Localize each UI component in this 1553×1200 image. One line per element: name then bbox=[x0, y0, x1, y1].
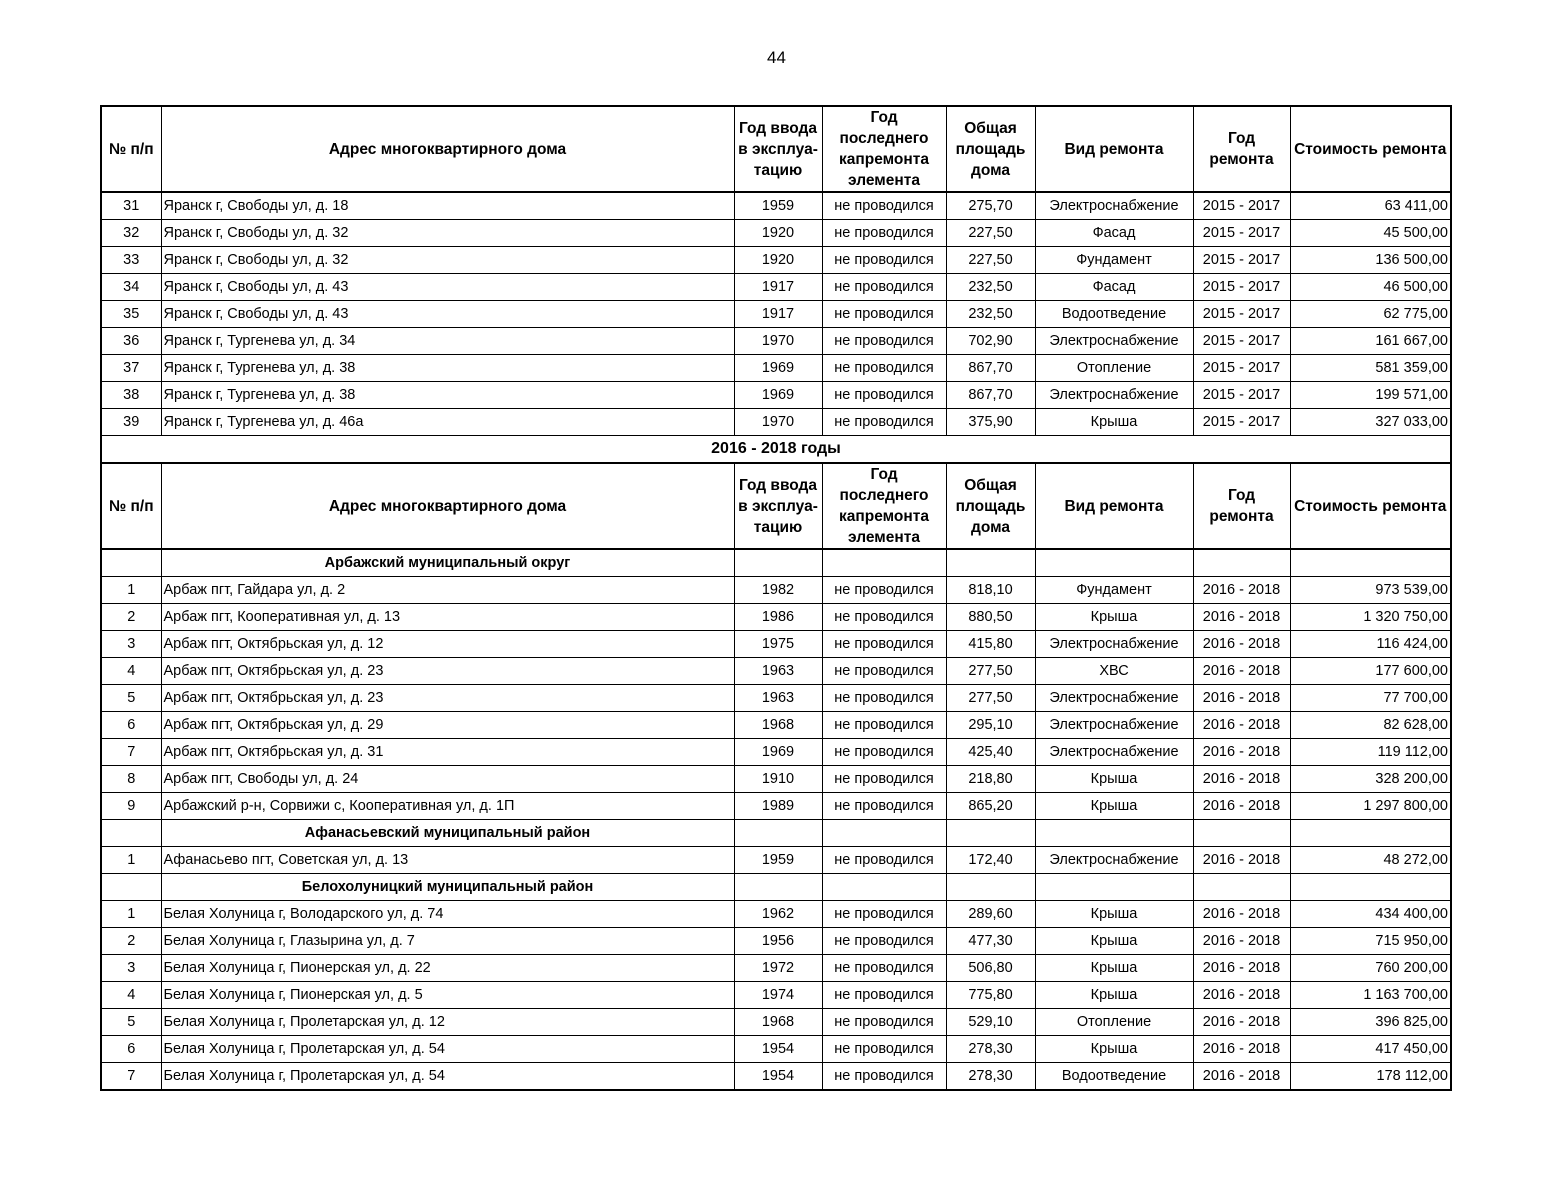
area-cell: 278,30 bbox=[946, 1036, 1035, 1063]
district-row bbox=[101, 549, 1451, 577]
repair-year-cell: 2015 - 2017 bbox=[1193, 355, 1290, 382]
last-repair-cell: не проводился bbox=[822, 1036, 946, 1063]
last-repair-cell: не проводился bbox=[822, 192, 946, 220]
area-cell: 232,50 bbox=[946, 301, 1035, 328]
repair-year-cell: 2016 - 2018 bbox=[1193, 1009, 1290, 1036]
repair-type-cell: Крыша bbox=[1035, 604, 1193, 631]
last-repair-cell: не проводился bbox=[822, 631, 946, 658]
last-repair-cell: не проводился bbox=[822, 1063, 946, 1091]
last-repair-cell: не проводился bbox=[822, 604, 946, 631]
area-cell: 506,80 bbox=[946, 955, 1035, 982]
repair-type-cell: Отопление bbox=[1035, 1009, 1193, 1036]
table-row bbox=[101, 982, 1451, 1009]
last-repair-cell: не проводился bbox=[822, 328, 946, 355]
last-repair-cell: не проводился bbox=[822, 955, 946, 982]
repair-type-cell: Водоотведение bbox=[1035, 301, 1193, 328]
repair-type-cell: Электроснабжение bbox=[1035, 328, 1193, 355]
address-cell: Белая Холуница г, Володарского ул, д. 74 bbox=[161, 901, 734, 928]
empty-cell bbox=[734, 820, 822, 847]
area-cell: 277,50 bbox=[946, 685, 1035, 712]
last-repair-cell: не проводился bbox=[822, 658, 946, 685]
row-number: 1 bbox=[101, 901, 161, 928]
table-row bbox=[101, 928, 1451, 955]
last-repair-cell: не проводился bbox=[822, 409, 946, 436]
row-number: 4 bbox=[101, 982, 161, 1009]
area-cell: 375,90 bbox=[946, 409, 1035, 436]
cost-cell: 199 571,00 bbox=[1290, 382, 1451, 409]
address-cell: Арбаж пгт, Гайдара ул, д. 2 bbox=[161, 577, 734, 604]
repair-type-cell: Крыша bbox=[1035, 928, 1193, 955]
cost-cell: 434 400,00 bbox=[1290, 901, 1451, 928]
repair-year-cell: 2015 - 2017 bbox=[1193, 247, 1290, 274]
table-row bbox=[101, 658, 1451, 685]
area-cell: 702,90 bbox=[946, 328, 1035, 355]
district-row bbox=[101, 820, 1451, 847]
district-row bbox=[101, 874, 1451, 901]
repair-year-cell: 2016 - 2018 bbox=[1193, 955, 1290, 982]
address-cell: Арбаж пгт, Кооперативная ул, д. 13 bbox=[161, 604, 734, 631]
repair-year-cell: 2016 - 2018 bbox=[1193, 1036, 1290, 1063]
last-repair-cell: не проводился bbox=[822, 247, 946, 274]
address-cell: Белая Холуница г, Пионерская ул, д. 22 bbox=[161, 955, 734, 982]
area-cell: 232,50 bbox=[946, 274, 1035, 301]
empty-cell bbox=[1035, 549, 1193, 577]
repair-year-cell: 2016 - 2018 bbox=[1193, 982, 1290, 1009]
repair-type-cell: Отопление bbox=[1035, 355, 1193, 382]
cost-cell: 136 500,00 bbox=[1290, 247, 1451, 274]
last-repair-cell: не проводился bbox=[822, 739, 946, 766]
table-row bbox=[101, 631, 1451, 658]
year-built-cell: 1959 bbox=[734, 192, 822, 220]
repair-type-cell: Электроснабжение bbox=[1035, 631, 1193, 658]
row-number: 31 bbox=[101, 192, 161, 220]
area-cell: 277,50 bbox=[946, 658, 1035, 685]
row-number: 6 bbox=[101, 1036, 161, 1063]
repair-year-cell: 2016 - 2018 bbox=[1193, 847, 1290, 874]
year-built-cell: 1969 bbox=[734, 382, 822, 409]
year-built-cell: 1920 bbox=[734, 220, 822, 247]
table-row bbox=[101, 1063, 1451, 1091]
repair-type-cell: Электроснабжение bbox=[1035, 739, 1193, 766]
cost-cell: 1 320 750,00 bbox=[1290, 604, 1451, 631]
year-built-cell: 1970 bbox=[734, 409, 822, 436]
year-built-cell: 1968 bbox=[734, 712, 822, 739]
empty-cell bbox=[1035, 820, 1193, 847]
year-built-cell: 1963 bbox=[734, 685, 822, 712]
row-number: 37 bbox=[101, 355, 161, 382]
area-cell: 775,80 bbox=[946, 982, 1035, 1009]
area-cell: 415,80 bbox=[946, 631, 1035, 658]
table-row bbox=[101, 712, 1451, 739]
repair-year-cell: 2015 - 2017 bbox=[1193, 382, 1290, 409]
empty-cell bbox=[822, 874, 946, 901]
repair-year-cell: 2016 - 2018 bbox=[1193, 712, 1290, 739]
last-repair-cell: не проводился bbox=[822, 301, 946, 328]
table-body bbox=[101, 106, 1451, 1090]
last-repair-cell: не проводился bbox=[822, 712, 946, 739]
empty-cell bbox=[1193, 874, 1290, 901]
address-cell: Белая Холуница г, Глазырина ул, д. 7 bbox=[161, 928, 734, 955]
col-num-header: № п/п bbox=[101, 463, 161, 549]
col-area-header: Общая площадь дома bbox=[946, 106, 1035, 192]
col-cost-header: Стоимость ремонта bbox=[1290, 463, 1451, 549]
cost-cell: 45 500,00 bbox=[1290, 220, 1451, 247]
repair-type-cell: Фасад bbox=[1035, 220, 1193, 247]
empty-cell bbox=[101, 874, 161, 901]
col-last-repair-header: Год последнего капремонта элемента bbox=[822, 106, 946, 192]
address-cell: Арбаж пгт, Свободы ул, д. 24 bbox=[161, 766, 734, 793]
last-repair-cell: не проводился bbox=[822, 685, 946, 712]
empty-cell bbox=[1035, 874, 1193, 901]
year-built-cell: 1974 bbox=[734, 982, 822, 1009]
year-built-cell: 1969 bbox=[734, 739, 822, 766]
empty-cell bbox=[1193, 820, 1290, 847]
area-cell: 529,10 bbox=[946, 1009, 1035, 1036]
row-number: 7 bbox=[101, 739, 161, 766]
address-cell: Арбаж пгт, Октябрьская ул, д. 12 bbox=[161, 631, 734, 658]
address-cell: Белая Холуница г, Пролетарская ул, д. 54 bbox=[161, 1063, 734, 1091]
row-number: 36 bbox=[101, 328, 161, 355]
col-area-header: Общая площадь дома bbox=[946, 463, 1035, 549]
cost-cell: 46 500,00 bbox=[1290, 274, 1451, 301]
col-repair-type-header: Вид ремонта bbox=[1035, 463, 1193, 549]
cost-cell: 1 163 700,00 bbox=[1290, 982, 1451, 1009]
cost-cell: 63 411,00 bbox=[1290, 192, 1451, 220]
table-row bbox=[101, 955, 1451, 982]
year-built-cell: 1963 bbox=[734, 658, 822, 685]
area-cell: 218,80 bbox=[946, 766, 1035, 793]
address-cell: Яранск г, Тургенева ул, д. 38 bbox=[161, 382, 734, 409]
repair-year-cell: 2016 - 2018 bbox=[1193, 1063, 1290, 1091]
col-num-header: № п/п bbox=[101, 106, 161, 192]
last-repair-cell: не проводился bbox=[822, 382, 946, 409]
address-cell: Арбаж пгт, Октябрьская ул, д. 23 bbox=[161, 658, 734, 685]
row-number: 32 bbox=[101, 220, 161, 247]
empty-cell bbox=[822, 820, 946, 847]
repair-year-cell: 2016 - 2018 bbox=[1193, 577, 1290, 604]
repair-type-cell: ХВС bbox=[1035, 658, 1193, 685]
address-cell: Белая Холуница г, Пролетарская ул, д. 12 bbox=[161, 1009, 734, 1036]
cost-cell: 82 628,00 bbox=[1290, 712, 1451, 739]
repair-type-cell: Электроснабжение bbox=[1035, 685, 1193, 712]
row-number: 1 bbox=[101, 847, 161, 874]
empty-cell bbox=[946, 820, 1035, 847]
district-name: Арбажский муниципальный округ bbox=[161, 549, 734, 577]
address-cell: Яранск г, Тургенева ул, д. 34 bbox=[161, 328, 734, 355]
row-number: 2 bbox=[101, 604, 161, 631]
row-number: 1 bbox=[101, 577, 161, 604]
repair-year-cell: 2015 - 2017 bbox=[1193, 192, 1290, 220]
repair-year-cell: 2015 - 2017 bbox=[1193, 220, 1290, 247]
area-cell: 227,50 bbox=[946, 220, 1035, 247]
last-repair-cell: не проводился bbox=[822, 928, 946, 955]
repair-type-cell: Крыша bbox=[1035, 409, 1193, 436]
table-row bbox=[101, 192, 1451, 220]
repair-type-cell: Электроснабжение bbox=[1035, 712, 1193, 739]
address-cell: Яранск г, Свободы ул, д. 32 bbox=[161, 220, 734, 247]
table-row bbox=[101, 274, 1451, 301]
empty-cell bbox=[734, 549, 822, 577]
table-row bbox=[101, 301, 1451, 328]
year-built-cell: 1962 bbox=[734, 901, 822, 928]
last-repair-cell: не проводился bbox=[822, 901, 946, 928]
area-cell: 227,50 bbox=[946, 247, 1035, 274]
year-built-cell: 1972 bbox=[734, 955, 822, 982]
row-number: 4 bbox=[101, 658, 161, 685]
row-number: 2 bbox=[101, 928, 161, 955]
address-cell: Арбаж пгт, Октябрьская ул, д. 23 bbox=[161, 685, 734, 712]
area-cell: 425,40 bbox=[946, 739, 1035, 766]
repair-year-cell: 2015 - 2017 bbox=[1193, 301, 1290, 328]
cost-cell: 1 297 800,00 bbox=[1290, 793, 1451, 820]
address-cell: Афанасьево пгт, Советская ул, д. 13 bbox=[161, 847, 734, 874]
col-year-built-header: Год ввода в эксплуа-тацию bbox=[734, 106, 822, 192]
year-built-cell: 1959 bbox=[734, 847, 822, 874]
repair-type-cell: Электроснабжение bbox=[1035, 192, 1193, 220]
cost-cell: 973 539,00 bbox=[1290, 577, 1451, 604]
cost-cell: 62 775,00 bbox=[1290, 301, 1451, 328]
repair-year-cell: 2016 - 2018 bbox=[1193, 685, 1290, 712]
last-repair-cell: не проводился bbox=[822, 274, 946, 301]
empty-cell bbox=[1290, 549, 1451, 577]
year-built-cell: 1920 bbox=[734, 247, 822, 274]
area-cell: 172,40 bbox=[946, 847, 1035, 874]
area-cell: 867,70 bbox=[946, 382, 1035, 409]
area-cell: 880,50 bbox=[946, 604, 1035, 631]
cost-cell: 116 424,00 bbox=[1290, 631, 1451, 658]
table-row bbox=[101, 766, 1451, 793]
cost-cell: 715 950,00 bbox=[1290, 928, 1451, 955]
page-number: 44 bbox=[767, 48, 786, 67]
last-repair-cell: не проводился bbox=[822, 577, 946, 604]
cost-cell: 328 200,00 bbox=[1290, 766, 1451, 793]
cost-cell: 161 667,00 bbox=[1290, 328, 1451, 355]
year-built-cell: 1910 bbox=[734, 766, 822, 793]
area-cell: 275,70 bbox=[946, 192, 1035, 220]
cost-cell: 178 112,00 bbox=[1290, 1063, 1451, 1091]
table-row bbox=[101, 220, 1451, 247]
empty-cell bbox=[1290, 874, 1451, 901]
last-repair-cell: не проводился bbox=[822, 220, 946, 247]
district-name: Белохолуницкий муниципальный район bbox=[161, 874, 734, 901]
year-built-cell: 1969 bbox=[734, 355, 822, 382]
col-repair-year-header: Год ремонта bbox=[1193, 463, 1290, 549]
address-cell: Яранск г, Тургенева ул, д. 46а bbox=[161, 409, 734, 436]
row-number: 35 bbox=[101, 301, 161, 328]
address-cell: Яранск г, Свободы ул, д. 43 bbox=[161, 301, 734, 328]
year-built-cell: 1956 bbox=[734, 928, 822, 955]
row-number: 38 bbox=[101, 382, 161, 409]
empty-cell bbox=[822, 549, 946, 577]
repair-table bbox=[100, 105, 1452, 1091]
area-cell: 867,70 bbox=[946, 355, 1035, 382]
table-row bbox=[101, 577, 1451, 604]
repair-year-cell: 2016 - 2018 bbox=[1193, 793, 1290, 820]
repair-year-cell: 2015 - 2017 bbox=[1193, 409, 1290, 436]
row-number: 5 bbox=[101, 1009, 161, 1036]
table-row bbox=[101, 901, 1451, 928]
col-year-built-header: Год ввода в эксплуа-тацию bbox=[734, 463, 822, 549]
cost-cell: 581 359,00 bbox=[1290, 355, 1451, 382]
cost-cell: 177 600,00 bbox=[1290, 658, 1451, 685]
area-cell: 289,60 bbox=[946, 901, 1035, 928]
last-repair-cell: не проводился bbox=[822, 355, 946, 382]
col-repair-year-header: Год ремонта bbox=[1193, 106, 1290, 192]
row-number: 5 bbox=[101, 685, 161, 712]
address-cell: Яранск г, Свободы ул, д. 18 bbox=[161, 192, 734, 220]
col-cost-header: Стоимость ремонта bbox=[1290, 106, 1451, 192]
row-number: 3 bbox=[101, 955, 161, 982]
cost-cell: 119 112,00 bbox=[1290, 739, 1451, 766]
row-number: 3 bbox=[101, 631, 161, 658]
table-row bbox=[101, 328, 1451, 355]
block2-header-row bbox=[101, 463, 1451, 549]
address-cell: Белая Холуница г, Пролетарская ул, д. 54 bbox=[161, 1036, 734, 1063]
year-built-cell: 1968 bbox=[734, 1009, 822, 1036]
repair-type-cell: Крыша bbox=[1035, 955, 1193, 982]
table-row bbox=[101, 847, 1451, 874]
last-repair-cell: не проводился bbox=[822, 766, 946, 793]
year-built-cell: 1917 bbox=[734, 274, 822, 301]
repair-type-cell: Крыша bbox=[1035, 793, 1193, 820]
empty-cell bbox=[1193, 549, 1290, 577]
empty-cell bbox=[734, 874, 822, 901]
repair-type-cell: Электроснабжение bbox=[1035, 382, 1193, 409]
empty-cell bbox=[101, 820, 161, 847]
section-row bbox=[101, 436, 1451, 464]
table-row bbox=[101, 604, 1451, 631]
table-row bbox=[101, 382, 1451, 409]
cost-cell: 327 033,00 bbox=[1290, 409, 1451, 436]
district-name: Афанасьевский муниципальный район bbox=[161, 820, 734, 847]
empty-cell bbox=[1290, 820, 1451, 847]
cost-cell: 396 825,00 bbox=[1290, 1009, 1451, 1036]
repair-type-cell: Крыша bbox=[1035, 1036, 1193, 1063]
area-cell: 477,30 bbox=[946, 928, 1035, 955]
repair-type-cell: Фундамент bbox=[1035, 247, 1193, 274]
table-row bbox=[101, 1036, 1451, 1063]
repair-type-cell: Электроснабжение bbox=[1035, 847, 1193, 874]
last-repair-cell: не проводился bbox=[822, 793, 946, 820]
row-number: 39 bbox=[101, 409, 161, 436]
repair-year-cell: 2016 - 2018 bbox=[1193, 766, 1290, 793]
address-cell: Яранск г, Свободы ул, д. 32 bbox=[161, 247, 734, 274]
repair-year-cell: 2016 - 2018 bbox=[1193, 901, 1290, 928]
table-row bbox=[101, 793, 1451, 820]
repair-type-cell: Крыша bbox=[1035, 982, 1193, 1009]
block1-header-row bbox=[101, 106, 1451, 192]
repair-type-cell: Фундамент bbox=[1035, 577, 1193, 604]
year-built-cell: 1954 bbox=[734, 1063, 822, 1091]
year-built-cell: 1982 bbox=[734, 577, 822, 604]
address-cell: Яранск г, Свободы ул, д. 43 bbox=[161, 274, 734, 301]
repair-year-cell: 2016 - 2018 bbox=[1193, 604, 1290, 631]
cost-cell: 48 272,00 bbox=[1290, 847, 1451, 874]
row-number: 34 bbox=[101, 274, 161, 301]
address-cell: Белая Холуница г, Пионерская ул, д. 5 bbox=[161, 982, 734, 1009]
repair-year-cell: 2015 - 2017 bbox=[1193, 274, 1290, 301]
cost-cell: 77 700,00 bbox=[1290, 685, 1451, 712]
area-cell: 295,10 bbox=[946, 712, 1035, 739]
address-cell: Арбаж пгт, Октябрьская ул, д. 31 bbox=[161, 739, 734, 766]
repair-year-cell: 2016 - 2018 bbox=[1193, 928, 1290, 955]
repair-type-cell: Водоотведение bbox=[1035, 1063, 1193, 1091]
row-number: 7 bbox=[101, 1063, 161, 1091]
empty-cell bbox=[101, 549, 161, 577]
year-built-cell: 1975 bbox=[734, 631, 822, 658]
table-row bbox=[101, 409, 1451, 436]
cost-cell: 760 200,00 bbox=[1290, 955, 1451, 982]
table-row bbox=[101, 1009, 1451, 1036]
row-number: 9 bbox=[101, 793, 161, 820]
repair-year-cell: 2016 - 2018 bbox=[1193, 658, 1290, 685]
repair-year-cell: 2015 - 2017 bbox=[1193, 328, 1290, 355]
year-built-cell: 1954 bbox=[734, 1036, 822, 1063]
col-address-header: Адрес многоквартирного дома bbox=[161, 106, 734, 192]
table-row bbox=[101, 355, 1451, 382]
year-built-cell: 1917 bbox=[734, 301, 822, 328]
last-repair-cell: не проводился bbox=[822, 982, 946, 1009]
last-repair-cell: не проводился bbox=[822, 1009, 946, 1036]
empty-cell bbox=[946, 549, 1035, 577]
section-title: 2016 - 2018 годы bbox=[101, 436, 1451, 464]
col-last-repair-header: Год последнего капремонта элемента bbox=[822, 463, 946, 549]
row-number: 8 bbox=[101, 766, 161, 793]
table-row bbox=[101, 685, 1451, 712]
area-cell: 278,30 bbox=[946, 1063, 1035, 1091]
table-row bbox=[101, 247, 1451, 274]
address-cell: Арбажский р-н, Сорвижи с, Кооперативная ул, д. 1П bbox=[161, 793, 734, 820]
row-number: 33 bbox=[101, 247, 161, 274]
col-address-header: Адрес многоквартирного дома bbox=[161, 463, 734, 549]
address-cell: Яранск г, Тургенева ул, д. 38 bbox=[161, 355, 734, 382]
repair-type-cell: Крыша bbox=[1035, 766, 1193, 793]
last-repair-cell: не проводился bbox=[822, 847, 946, 874]
row-number: 6 bbox=[101, 712, 161, 739]
repair-type-cell: Фасад bbox=[1035, 274, 1193, 301]
year-built-cell: 1970 bbox=[734, 328, 822, 355]
cost-cell: 417 450,00 bbox=[1290, 1036, 1451, 1063]
year-built-cell: 1989 bbox=[734, 793, 822, 820]
repair-year-cell: 2016 - 2018 bbox=[1193, 631, 1290, 658]
col-repair-type-header: Вид ремонта bbox=[1035, 106, 1193, 192]
table-row bbox=[101, 739, 1451, 766]
area-cell: 865,20 bbox=[946, 793, 1035, 820]
empty-cell bbox=[946, 874, 1035, 901]
year-built-cell: 1986 bbox=[734, 604, 822, 631]
address-cell: Арбаж пгт, Октябрьская ул, д. 29 bbox=[161, 712, 734, 739]
repair-type-cell: Крыша bbox=[1035, 901, 1193, 928]
repair-year-cell: 2016 - 2018 bbox=[1193, 739, 1290, 766]
area-cell: 818,10 bbox=[946, 577, 1035, 604]
